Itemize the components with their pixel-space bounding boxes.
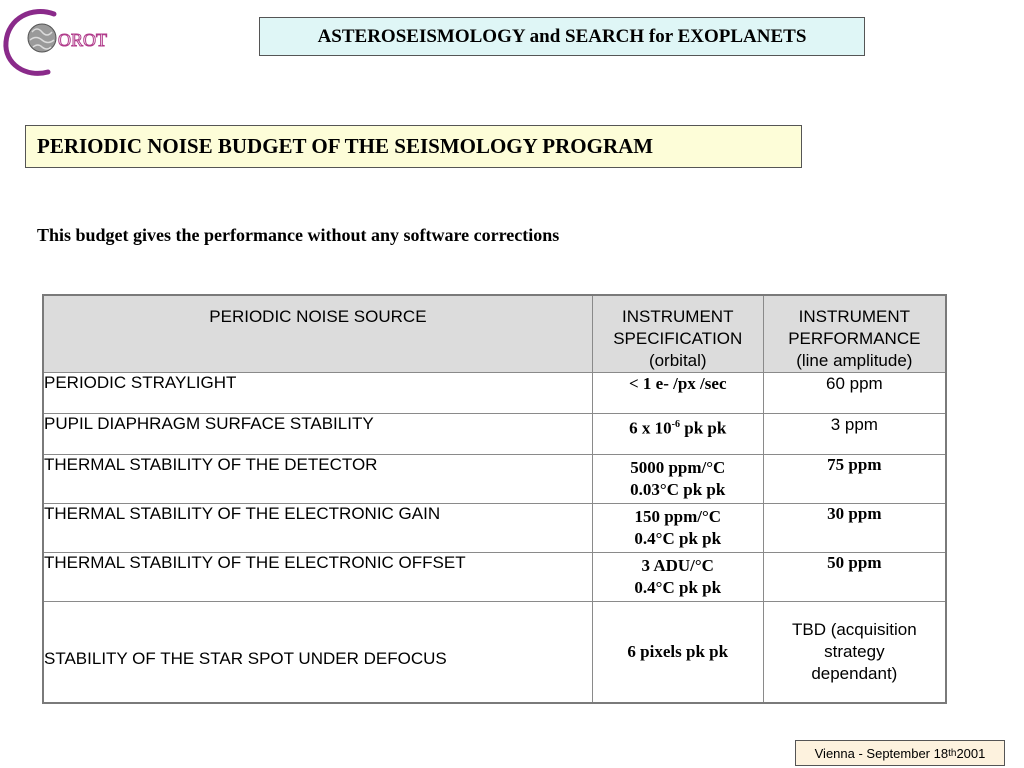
spec-cell [592,455,763,504]
header-spec-line: INSTRUMENT [622,307,734,326]
source-cell: THERMAL STABILITY OF THE DETECTOR [43,455,592,504]
source-cell: THERMAL STABILITY OF THE ELECTRONIC OFFSET [43,553,592,602]
header-perf-line: PERFORMANCE [788,329,921,348]
corot-logo [2,6,122,80]
spec-line: 5000 ppm/°C [630,458,726,477]
perf-cell: 50 ppm [763,553,946,602]
spec-line: 0.4°C pk pk [634,529,722,548]
spec-line: 3 ADU/°C [641,556,714,575]
spec-line: 6 pixels pk pk [627,642,729,661]
footer-date [795,740,1005,766]
noise-budget-table [42,294,947,704]
source-cell: STABILITY OF THE STAR SPOT UNDER DEFOCUS [43,602,592,704]
spec-cell [592,373,763,414]
perf-line: dependant) [811,664,898,683]
spec-line: < 1 e- /px /sec [628,374,727,393]
spec-cell [592,414,763,455]
footer-sup: th [948,747,957,759]
header-spec-line: SPECIFICATION [613,329,743,348]
section-title: PERIODIC NOISE BUDGET OF THE SEISMOLOGY PROGRAM [25,125,802,168]
perf-cell: 75 ppm [763,455,946,504]
table-row [43,504,946,553]
perf-cell: 3 ppm [763,414,946,455]
logo-text: OROT [58,30,107,50]
spec-line: 150 ppm/°C [634,507,722,526]
spec-cell [592,602,763,704]
spec-line: 0.03°C pk pk [630,480,726,499]
spec-cell [592,504,763,553]
spec-exponent: -6 [671,419,680,430]
spec-tail: pk pk [680,418,727,438]
table-row [43,455,946,504]
perf-line: TBD (acquisition [791,620,917,639]
table-row [43,602,946,704]
spec-cell [592,553,763,602]
header-perf-line: INSTRUMENT [798,307,911,326]
perf-cell [763,602,946,704]
program-title: ASTEROSEISMOLOGY and SEARCH for EXOPLANETS [259,17,865,56]
footer-prefix: Vienna - September 18 [814,745,949,761]
header-spec-line: (orbital) [648,351,707,370]
header-perf [763,295,946,373]
spec-line: 0.4°C pk pk [634,578,722,597]
header-source: PERIODIC NOISE SOURCE [43,295,592,373]
perf-cell: 30 ppm [763,504,946,553]
table-row [43,553,946,602]
source-cell: PERIODIC STRAYLIGHT [43,373,592,414]
perf-cell: 60 ppm [763,373,946,414]
footer-suffix: 2001 [956,745,986,761]
table-row [43,414,946,455]
source-cell: THERMAL STABILITY OF THE ELECTRONIC GAIN [43,504,592,553]
header-perf-line: (line amplitude) [796,351,913,370]
intro-text: This budget gives the performance without any software corrections [37,225,560,245]
header-spec [592,295,763,373]
perf-line: strategy [824,642,885,661]
corot-logo-graphic [2,6,122,80]
spec-base: 6 x 10 [629,418,672,438]
table-row [43,373,946,414]
table-header-row [43,295,946,373]
source-cell: PUPIL DIAPHRAGM SURFACE STABILITY [43,414,592,455]
